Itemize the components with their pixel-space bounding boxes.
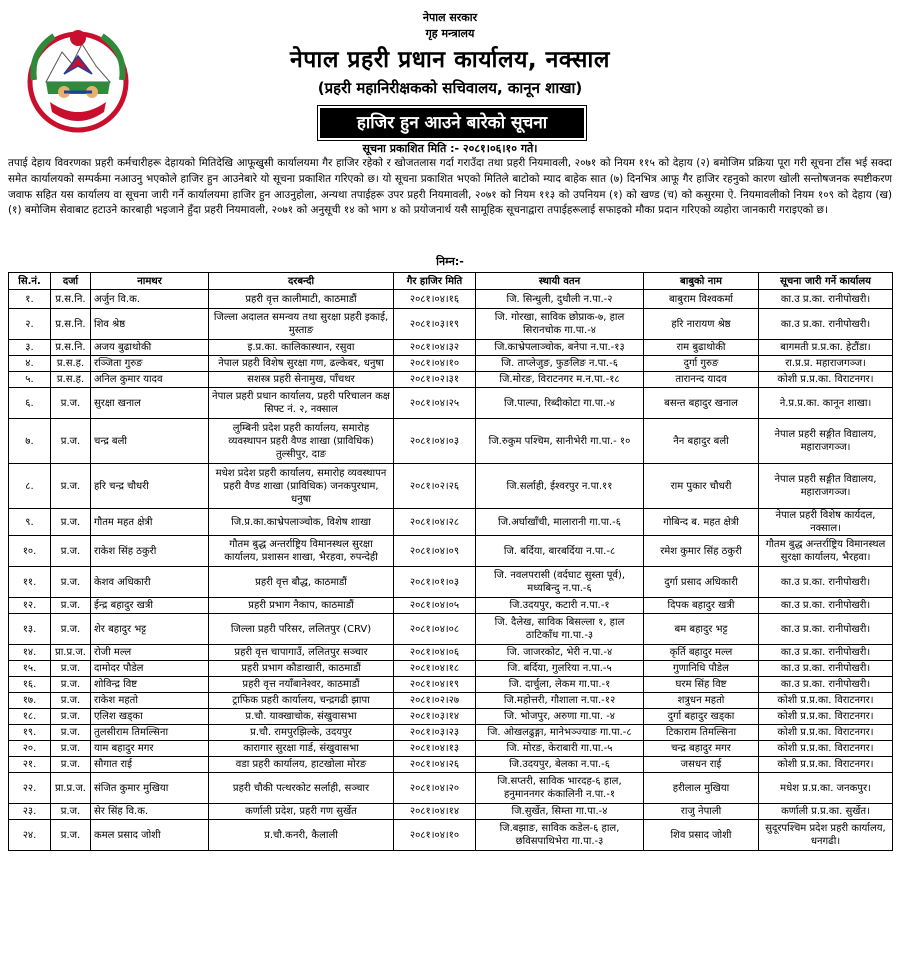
cell-office: गौतम बुद्ध अन्तर्राष्ट्रिय विमानस्थल सुरक्षा कार्यालय, भैरहवा। xyxy=(759,536,893,567)
cell-address: जि.सुर्खेत, सिम्ता गा.पा.-४ xyxy=(476,804,644,820)
cell-rank: प्र.ज. xyxy=(51,693,91,709)
cell-unit: जिल्ला अदालत समन्वय तथा सुरक्षा प्रहरी इकाई, मुस्ताङ xyxy=(209,309,394,340)
cell-date: २०८१।०४।२० xyxy=(394,773,476,804)
cell-rank: प्र.ज. xyxy=(51,567,91,598)
cell-address: जि.मोरङ, विराटनगर म.न.पा.-१८ xyxy=(476,372,644,388)
col-header-office: सूचना जारी गर्ने कार्यालय xyxy=(759,273,893,290)
cell-rank: प्र.ज. xyxy=(51,757,91,773)
cell-office: का.उ प्र.का. रानीपोखरी। xyxy=(759,614,893,645)
cell-name: शेर बहादुर भट्ट xyxy=(91,614,209,645)
cell-office: नेपाल प्रहरी विशेष कार्यदल, नक्साल। xyxy=(759,509,893,536)
table-row xyxy=(9,773,893,804)
col-header-sn: सि.नं. xyxy=(9,273,51,290)
cell-sn: १०. xyxy=(9,536,51,567)
cell-office: मधेश प्र.प्र.का. जनकपुर। xyxy=(759,773,893,804)
cell-date: २०८१।०४।१९ xyxy=(394,677,476,693)
cell-name: हरि चन्द्र चौधरी xyxy=(91,464,209,509)
cell-date: २०८१।०४।०८ xyxy=(394,614,476,645)
table-row xyxy=(9,614,893,645)
cell-unit: प्रहरी चौकी पत्थरकोट सर्लाही, सञ्चार xyxy=(209,773,394,804)
cell-name: शिव श्रेष्ठ xyxy=(91,309,209,340)
cell-unit: कारागार सुरक्षा गार्ड, संखुवासभा xyxy=(209,741,394,757)
cell-date: २०८१।०४।०३ xyxy=(394,419,476,464)
cell-address: जि. ओखलढुङ्गा, मानेभञ्ज्याङ गा.पा.-८ xyxy=(476,725,644,741)
cell-date: २०८१।०३।२३ xyxy=(394,725,476,741)
cell-date: २०८१।०३।१४ xyxy=(394,709,476,725)
ministry-label: गृह मन्त्रालय xyxy=(425,27,475,40)
cell-unit: गौतम बुद्ध अन्तर्राष्ट्रिय विमानस्थल सुरक्षा कार्यालय, प्रशासन शाखा, भैरहवा, रुपन्देही xyxy=(209,536,394,567)
cell-date: २०८१।०४।१८ xyxy=(394,661,476,677)
cell-date: २०८१।०२।२६ xyxy=(394,464,476,509)
cell-office: बागमती प्र.प्र.का. हेटौंडा। xyxy=(759,340,893,356)
cell-rank: प्र.ज. xyxy=(51,419,91,464)
cell-rank: प्र.ज. xyxy=(51,388,91,419)
cell-sn: ११. xyxy=(9,567,51,598)
notice-body: तपाई देहाय विवरणका प्रहरी कर्मचारीहरू देहायको मितिदेखि आफूखुसी कार्यालयमा गैर हाजिर रहेको र खोजतलास गर्दा गराउँदा तथा प्रहरी नियमावली, २०७१ को नियम ११५ को देहाय (२) बमोजिम प्रक्रिया पूरा गरी सूचना टाँस भई सक्दा समेत कार्यालयको सम्पर्कमा नआउनु भएकोले हाजिर हुन आउनेबारे यो सूचना प्रकाशित गरिएको छ। यो सूचना प्रकाशित भएको मितिले बाटोको म्याद बाहेक सात (७) दिनभित्र आफू गैर हाजिर रहनुको कारण खोली सन्तोषजनक स्पष्टीकरण जवाफ सहित यस कार्यालय वा सूचना जारी गर्ने कार्यालयमा हाजिर हुन आउनुहोला, अन्यथा तपाईहरू उपर प्रहरी नियमावली, २०७१ को नियम ११३ को उपनियम (१) को खण्ड (च) को कसुरमा ऐ. नियमावलीको नियम १०९ को देहाय (ख) (१) बमोजिम सेवाबाट हटाउने कारबाही भइजाने हुँदा प्रहरी नियमावली, २०७१ को अनुसूची १४ को भाग ४ को प्रयोजनार्थ यसै सामूहिक सूचनाद्वारा तपाईहरूलाई सफाइको मौका प्रदान गरिएको व्यहोरा जानकारी गराइएको छ। xyxy=(8,157,892,217)
cell-name: याम बहादुर मगर xyxy=(91,741,209,757)
table-row xyxy=(9,509,893,536)
table-row xyxy=(9,757,893,773)
cell-address: जि.सप्तरी, साविक भारदह-६ हाल, हनुमाननगर कंकालिनी न.पा.-१ xyxy=(476,773,644,804)
cell-sn: ६. xyxy=(9,388,51,419)
cell-rank: प्रा.प्र.ज. xyxy=(51,645,91,661)
cell-date: २०८१।०४।३२ xyxy=(394,340,476,356)
cell-sn: २०. xyxy=(9,741,51,757)
cell-sn: १२. xyxy=(9,598,51,614)
cell-father: तारानन्द यादव xyxy=(644,372,759,388)
cell-rank: प्र.ज. xyxy=(51,536,91,567)
cell-office: का.उ प्र.का. रानीपोखरी। xyxy=(759,645,893,661)
cell-date: २०८१।०४।१० xyxy=(394,356,476,372)
cell-office: कोशी प्र.प्र.का. विराटनगर। xyxy=(759,709,893,725)
cell-office: कोशी प्र.प्र.का. विराटनगर। xyxy=(759,757,893,773)
cell-name: सेर सिंह वि.क. xyxy=(91,804,209,820)
col-header-rank: दर्जा xyxy=(51,273,91,290)
col-header-father: बाबुको नाम xyxy=(644,273,759,290)
cell-unit: नेपाल प्रहरी विशेष सुरक्षा गण, ढल्केबर, धनुषा xyxy=(209,356,394,372)
cell-sn: ५. xyxy=(9,372,51,388)
cell-father: घरम सिंह विष्ट xyxy=(644,677,759,693)
cell-sn: ४. xyxy=(9,356,51,372)
cell-address: जि. भोजपुर, अरुणा गा.पा. -४ xyxy=(476,709,644,725)
cell-office: का.उ प्र.का. रानीपोखरी। xyxy=(759,677,893,693)
cell-rank: प्र.ज. xyxy=(51,741,91,757)
table-row xyxy=(9,356,893,372)
cell-date: २०८१।०४।२५ xyxy=(394,388,476,419)
cell-father: शत्रुधन महतो xyxy=(644,693,759,709)
cell-rank: प्र.स.नि. xyxy=(51,340,91,356)
cell-unit: प्रहरी वृत्त बौद्ध, काठमाडौं xyxy=(209,567,394,598)
cell-unit: प्र.चौ. रामपुरझिल्के, उदयपुर xyxy=(209,725,394,741)
cell-father: दुर्गा प्रसाद अधिकारी xyxy=(644,567,759,598)
cell-name: ईन्द्र बहादुर खत्री xyxy=(91,598,209,614)
cell-rank: प्रा.प्र.ज. xyxy=(51,773,91,804)
cell-rank: प्र.स.ह. xyxy=(51,356,91,372)
office-title: नेपाल प्रहरी प्रधान कार्यालय, नक्साल xyxy=(290,47,610,73)
cell-unit: प्र.चौ. याक्खाचोक, संखुवासभा xyxy=(209,709,394,725)
cell-name: राकेश सिंह ठकुरी xyxy=(91,536,209,567)
cell-date: २०८१।०४।०५ xyxy=(394,598,476,614)
cell-unit: प्र.चौ.कनरी, कैलाली xyxy=(209,820,394,851)
table-row xyxy=(9,677,893,693)
table-row xyxy=(9,820,893,851)
cell-date: २०८१।०२।३१ xyxy=(394,372,476,388)
cell-unit: ट्राफिक प्रहरी कार्यालय, चन्द्रगढी झापा xyxy=(209,693,394,709)
cell-unit: जि.प्र.का.काभ्रेपलाञ्चोक, विशेष शाखा xyxy=(209,509,394,536)
cell-rank: प्र.स.ह. xyxy=(51,372,91,388)
cell-unit: जिल्ला प्रहरी परिसर, ललितपुर (CRV) xyxy=(209,614,394,645)
cell-office: कोशी प्र.प्र.का. विराटनगर। xyxy=(759,372,893,388)
cell-sn: १७. xyxy=(9,693,51,709)
cell-address: जि.अर्घाखाँची, मालारानी गा.पा.-६ xyxy=(476,509,644,536)
table-row xyxy=(9,725,893,741)
cell-office: कोशी प्र.प्र.का. विराटनगर। xyxy=(759,725,893,741)
cell-address: जि. मोरङ, केराबारी गा.पा.-५ xyxy=(476,741,644,757)
cell-rank: प्र.ज. xyxy=(51,820,91,851)
table-row xyxy=(9,309,893,340)
cell-name: केशव अधिकारी xyxy=(91,567,209,598)
cell-address: जि.उदयपुर, बेलका न.पा.-६ xyxy=(476,757,644,773)
cell-father: गुणानिधि पौडेल xyxy=(644,661,759,677)
cell-unit: कर्णाली प्रदेश, प्रहरी गण सुर्खेत xyxy=(209,804,394,820)
cell-rank: प्र.स.नि. xyxy=(51,309,91,340)
cell-date: २०८१।०४।०६ xyxy=(394,645,476,661)
cell-rank: प्र.ज. xyxy=(51,509,91,536)
cell-date: २०८१।०३।१९ xyxy=(394,309,476,340)
col-header-name: नामथर xyxy=(91,273,209,290)
table-row xyxy=(9,741,893,757)
cell-address: जि.बझाङ, साविक कडेल-६ हाल, छविसपाथिभेरा गा.पा.-३ xyxy=(476,820,644,851)
cell-date: २०८१।०४।२६ xyxy=(394,757,476,773)
table-row xyxy=(9,340,893,356)
cell-sn: ८. xyxy=(9,464,51,509)
cell-father: नैन बहादुर बली xyxy=(644,419,759,464)
table-row xyxy=(9,598,893,614)
cell-name: कमल प्रसाद जोशी xyxy=(91,820,209,851)
cell-name: शोविन्द्र विष्ट xyxy=(91,677,209,693)
cell-sn: ३. xyxy=(9,340,51,356)
cell-address: जि.पाल्पा, रिब्दीकोटा गा.पा.-४ xyxy=(476,388,644,419)
cell-office: का.उ प्र.का. रानीपोखरी। xyxy=(759,567,893,598)
cell-name: अजय बुढाथोकी xyxy=(91,340,209,356)
cell-unit: मधेश प्रदेश प्रहरी कार्यालय, समारोह व्यवस्थापन प्रहरी वैण्ड शाखा (प्राविधिक) जनकपुरधाम, धनुषा xyxy=(209,464,394,509)
table-row xyxy=(9,464,893,509)
table-row xyxy=(9,645,893,661)
cell-address: जि. दैलेख, साविक बिसल्ला १, हाल ठाटिकाँध गा.पा.-३ xyxy=(476,614,644,645)
cell-father: कृर्ति बहादुर मल्ल xyxy=(644,645,759,661)
cell-unit: प्रहरी वृत्त नयाँबानेश्वर, काठमाडौं xyxy=(209,677,394,693)
cell-date: २०८१।०४।२८ xyxy=(394,509,476,536)
cell-office: कर्णाली प्र.प्र.का. सुर्खेत। xyxy=(759,804,893,820)
cell-address: जि. जाजरकोट, भेरी न.पा.-४ xyxy=(476,645,644,661)
government-label: नेपाल सरकार xyxy=(422,11,478,24)
cell-sn: २. xyxy=(9,309,51,340)
cell-unit: लुम्बिनी प्रदेश प्रहरी कार्यालय, समारोह व्यवस्थापन प्रहरी वैण्ड शाखा (प्राविधिक) तुल्सीपुर, दाङ xyxy=(209,419,394,464)
cell-address: जि.उदयपुर, कटारी न.पा.-१ xyxy=(476,598,644,614)
cell-address: जि.सर्लाही, ईश्वरपुर न.पा.११ xyxy=(476,464,644,509)
cell-address: जि.महोत्तरी, गौशाला न.पा.-१२ xyxy=(476,693,644,709)
cell-address: जि. गोरखा, साविक छोप्राक-७, हाल सिरानचोक गा.पा.-४ xyxy=(476,309,644,340)
cell-rank: प्र.स.नि. xyxy=(51,290,91,309)
cell-rank: प्र.ज. xyxy=(51,804,91,820)
cell-unit: प्रहरी वृत्त कालीमाटी, काठमाडौं xyxy=(209,290,394,309)
absentee-table xyxy=(8,272,893,851)
col-header-date: गैर हाजिर मिति xyxy=(394,273,476,290)
cell-father: रमेश कुमार सिंह ठकुरी xyxy=(644,536,759,567)
cell-father: बाबुराम विश्वकर्मा xyxy=(644,290,759,309)
table-row xyxy=(9,661,893,677)
cell-father: दिपक बहादुर खत्री xyxy=(644,598,759,614)
cell-sn: १८. xyxy=(9,709,51,725)
notice-banner: हाजिर हुन आउने बारेको सूचना xyxy=(320,108,584,138)
cell-father: जसधन राई xyxy=(644,757,759,773)
cell-name: चन्द्र बली xyxy=(91,419,209,464)
cell-father: दुर्गा बहादुर खड्का xyxy=(644,709,759,725)
cell-rank: प्र.ज. xyxy=(51,709,91,725)
cell-date: २०८१।०१।०३ xyxy=(394,567,476,598)
cell-office: नेपाल प्रहरी सङ्गीत विद्यालय, महाराजगञ्ज। xyxy=(759,464,893,509)
cell-sn: २४. xyxy=(9,820,51,851)
cell-name: दामोदर पौडेल xyxy=(91,661,209,677)
cell-unit: नेपाल प्रहरी प्रधान कार्यालय, प्रहरी परिचालन कक्ष सिफ्ट नं. २, नक्साल xyxy=(209,388,394,419)
table-row xyxy=(9,419,893,464)
table-row xyxy=(9,290,893,309)
table-row xyxy=(9,372,893,388)
cell-unit: प्रहरी वृत्त चापागाउँ, ललितपुर सञ्चार xyxy=(209,645,394,661)
cell-name: राकेश महतो xyxy=(91,693,209,709)
cell-rank: प्र.ज. xyxy=(51,598,91,614)
publish-date: सूचना प्रकाशित मिति :- २०८१।०६।१० गते। xyxy=(362,142,538,155)
cell-name: रोजी मल्ल xyxy=(91,645,209,661)
cell-sn: १५. xyxy=(9,661,51,677)
cell-rank: प्र.ज. xyxy=(51,614,91,645)
cell-sn: १६. xyxy=(9,677,51,693)
cell-name: सुरक्षा खनाल xyxy=(91,388,209,419)
cell-father: हरि नारायण श्रेष्ठ xyxy=(644,309,759,340)
cell-unit: इ.प्र.का. कालिकास्थान, रसुवा xyxy=(209,340,394,356)
cell-office: नेपाल प्रहरी सङ्गीत विद्यालय, महाराजगञ्ज। xyxy=(759,419,893,464)
cell-unit: प्रहरी प्रभाग कौडाखारी, काठमाडौं xyxy=(209,661,394,677)
cell-unit: सशस्त्र प्रहरी सेनामुख, पाँचथर xyxy=(209,372,394,388)
col-header-unit: दरबन्दी xyxy=(209,273,394,290)
office-subtitle: (प्रहरी महानिरीक्षकको सचिवालय, कानून शाखा) xyxy=(317,79,583,97)
cell-rank: प्र.ज. xyxy=(51,464,91,509)
table-header-row xyxy=(9,273,893,290)
cell-father: राम पुकार चौधरी xyxy=(644,464,759,509)
cell-name: अनिल कुमार यादव xyxy=(91,372,209,388)
cell-sn: १४. xyxy=(9,645,51,661)
cell-date: २०८१।०४।०९ xyxy=(394,536,476,567)
cell-office: कोशी प्र.प्र.का. विराटनगर। xyxy=(759,741,893,757)
cell-unit: प्रहरी प्रभाग नैकाप, काठमाडौं xyxy=(209,598,394,614)
col-header-address: स्थायी वतन xyxy=(476,273,644,290)
cell-sn: २३. xyxy=(9,804,51,820)
cell-address: जि.काभ्रेपलाञ्चोक, बनेपा न.पा.-१३ xyxy=(476,340,644,356)
table-row xyxy=(9,388,893,419)
table-row xyxy=(9,804,893,820)
cell-rank: प्र.ज. xyxy=(51,725,91,741)
cell-sn: १३. xyxy=(9,614,51,645)
table-row xyxy=(9,693,893,709)
cell-father: राजु नेपाली xyxy=(644,804,759,820)
cell-sn: १९. xyxy=(9,725,51,741)
cell-address: जि. नवलपरासी (वर्दघाट सुस्ता पूर्व), मध्यबिन्दु न.पा.-६ xyxy=(476,567,644,598)
cell-address: जि. दार्चुला, लेकम गा.पा.-१ xyxy=(476,677,644,693)
table-row xyxy=(9,709,893,725)
cell-date: २०८१।०४।१६ xyxy=(394,290,476,309)
cell-sn: ७. xyxy=(9,419,51,464)
cell-sn: २१. xyxy=(9,757,51,773)
cell-name: गौतम महत क्षेत्री xyxy=(91,509,209,536)
cell-name: संजित कुमार मुखिया xyxy=(91,773,209,804)
cell-father: टिकाराम तिमल्सिना xyxy=(644,725,759,741)
cell-office: का.उ प्र.का. रानीपोखरी। xyxy=(759,309,893,340)
cell-sn: १. xyxy=(9,290,51,309)
cell-father: राम बुढाथोकी xyxy=(644,340,759,356)
cell-rank: प्र.ज. xyxy=(51,677,91,693)
cell-name: रञ्जिता गुरुङ xyxy=(91,356,209,372)
cell-address: जि. बर्दिया, बारबर्दिया न.पा.-८ xyxy=(476,536,644,567)
cell-name: एलिश खड्का xyxy=(91,709,209,725)
cell-rank: प्र.ज. xyxy=(51,661,91,677)
cell-name: सौगात राई xyxy=(91,757,209,773)
cell-date: २०८१।०२।२७ xyxy=(394,693,476,709)
table-row xyxy=(9,567,893,598)
cell-sn: २२. xyxy=(9,773,51,804)
cell-office: रा.प्र.प्र. महाराजगञ्ज। xyxy=(759,356,893,372)
cell-address: जि. ताप्लेजुङ, फुङलिङ न.पा.-६ xyxy=(476,356,644,372)
cell-office: सुदूरपश्चिम प्रदेश प्रहरी कार्यालय, धनगढी। xyxy=(759,820,893,851)
cell-office: का.उ प्र.का. रानीपोखरी। xyxy=(759,290,893,309)
list-heading: निम्न:- xyxy=(436,255,464,268)
cell-office: का.उ प्र.का. रानीपोखरी। xyxy=(759,598,893,614)
cell-father: शिव प्रसाद जोशी xyxy=(644,820,759,851)
cell-name: अर्जुन वि.क. xyxy=(91,290,209,309)
cell-unit: वडा प्रहरी कार्यालय, हाटखोला मोरङ xyxy=(209,757,394,773)
cell-office: का.उ प्र.का. रानीपोखरी। xyxy=(759,661,893,677)
cell-father: गोबिन्द ब. महत क्षेत्री xyxy=(644,509,759,536)
cell-father: हरीलाल मुखिया xyxy=(644,773,759,804)
cell-office: कोशी प्र.प्र.का. विराटनगर। xyxy=(759,693,893,709)
cell-date: २०८१।०४।१३ xyxy=(394,741,476,757)
cell-father: बम बहादुर भट्ट xyxy=(644,614,759,645)
cell-father: चन्द्र बहादुर मगर xyxy=(644,741,759,757)
cell-address: जि. सिन्धुली, दुधौली न.पा.-२ xyxy=(476,290,644,309)
cell-date: २०८१।०४।१० xyxy=(394,820,476,851)
cell-sn: ९. xyxy=(9,509,51,536)
cell-date: २०८१।०४।१४ xyxy=(394,804,476,820)
cell-address: जि. बर्दिया, गुलरिया न.पा.-५ xyxy=(476,661,644,677)
cell-father: दुर्गा गुरुङ xyxy=(644,356,759,372)
cell-address: जि.रुकुम पश्चिम, सानीभेरी गा.पा.- १० xyxy=(476,419,644,464)
cell-office: ने.प्र.प्र.का. कानून शाखा। xyxy=(759,388,893,419)
cell-father: बसन्त बहादुर खनाल xyxy=(644,388,759,419)
cell-name: तुलसीराम तिमल्सिना xyxy=(91,725,209,741)
table-row xyxy=(9,536,893,567)
